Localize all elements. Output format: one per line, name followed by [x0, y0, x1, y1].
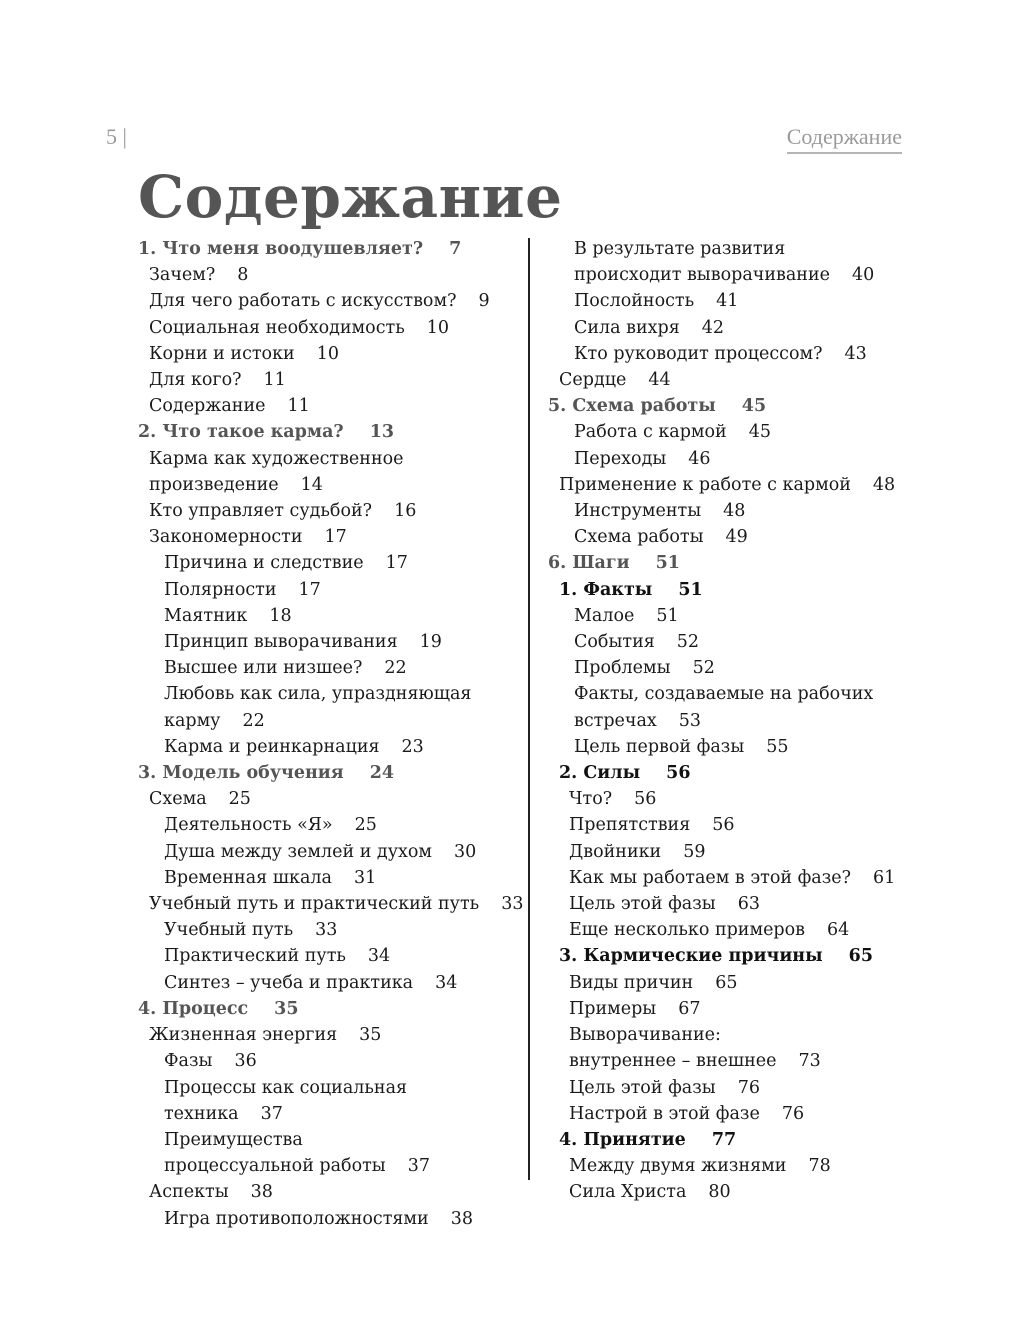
toc-entry-title: Душа между землей и духом	[164, 841, 433, 862]
toc-page-number: 49	[725, 527, 748, 548]
toc-entry-title: Синтез – учеба и практика	[164, 972, 414, 993]
toc-entry-title: Полярности	[164, 579, 277, 600]
toc-entry-title: Применение к работе с кармой	[559, 474, 851, 495]
toc-page-number: 76	[781, 1103, 805, 1124]
toc-page-number: 56	[634, 789, 657, 810]
toc-page-number: 56	[712, 815, 735, 836]
toc-page-number: 17	[385, 553, 408, 574]
toc-entry[interactable]	[138, 524, 528, 550]
toc-page-number: 37	[260, 1103, 283, 1124]
toc-page-number: 52	[676, 632, 700, 653]
toc-entry[interactable]	[548, 629, 938, 655]
toc-entry[interactable]	[138, 446, 528, 498]
toc-page-number: 43	[844, 343, 867, 364]
toc-page-number: 37	[407, 1156, 431, 1177]
toc-entry[interactable]	[548, 970, 938, 996]
toc-page-number: 38	[250, 1182, 273, 1203]
toc-page-number: 48	[723, 501, 746, 522]
toc-page-number: 78	[808, 1156, 831, 1177]
toc-entry[interactable]	[548, 446, 938, 472]
toc-entry-title: Работа с кармой	[574, 422, 727, 443]
toc-entry[interactable]	[138, 1048, 528, 1074]
toc-entry-title: Высшее или низшее?	[164, 658, 363, 679]
toc-page-number: 41	[716, 291, 739, 312]
toc-left-column	[138, 236, 528, 1232]
toc-entry-title: 2. Силы	[559, 763, 641, 784]
toc-page-number: 30	[454, 841, 477, 862]
toc-entry[interactable]	[138, 1206, 528, 1232]
toc-page-number: 18	[269, 605, 292, 626]
toc-entry[interactable]	[138, 891, 528, 917]
toc-entry-title: Преимущества процессуальной работы	[164, 1129, 386, 1177]
toc-page-number: 34	[367, 946, 391, 967]
toc-page-number: 17	[298, 579, 321, 600]
toc-page-number: 56	[666, 763, 691, 784]
toc-entry[interactable]	[138, 734, 528, 760]
toc-entry-title: 4. Процесс	[138, 998, 249, 1019]
toc-page-number: 51	[656, 605, 679, 626]
toc-page-number: 13	[369, 422, 395, 443]
toc-entry-title: Виды причин	[569, 972, 694, 993]
toc-entry-title: Маятник	[164, 605, 248, 626]
page-title: Содержание	[138, 163, 563, 231]
toc-chapter[interactable]	[138, 996, 528, 1022]
toc-entry-title: 1. Факты	[559, 579, 653, 600]
toc-page-number: 59	[683, 841, 706, 862]
toc-entry[interactable]	[138, 812, 528, 838]
toc-entry-title: Карма как художественное произведение	[149, 448, 404, 495]
toc-entry-title: Цель этой фазы	[569, 1077, 716, 1098]
toc-entry-title: 3. Модель обучения	[138, 763, 344, 784]
toc-entry-title: Жизненная энергия	[149, 1025, 338, 1046]
toc-entry-title: Временная шкала	[164, 867, 332, 888]
toc-page-number: 64	[827, 920, 850, 941]
toc-entry[interactable]	[548, 236, 938, 288]
toc-entry-title: Двойники	[569, 841, 662, 862]
toc-entry-title: 2. Что такое карма?	[138, 422, 344, 443]
toc-entry[interactable]	[548, 524, 938, 550]
toc-entry[interactable]	[548, 865, 938, 891]
toc-entry-title: 1. Что меня воодушевляет?	[138, 239, 424, 259]
toc-entry-title: Цель первой фазы	[574, 736, 745, 757]
toc-entry-title: Зачем?	[149, 265, 216, 286]
toc-page-number: 10	[316, 343, 339, 364]
toc-entry-title: Кто руководит процессом?	[574, 343, 823, 364]
toc-entry-title: Деятельность «Я»	[164, 815, 333, 836]
toc-entry[interactable]	[548, 786, 938, 812]
toc-section[interactable]	[548, 577, 938, 603]
toc-entry[interactable]	[548, 812, 938, 838]
toc-page-number: 65	[715, 972, 738, 993]
toc-entry-title: Для чего работать с искусством?	[149, 291, 457, 312]
toc-page-number: 33	[501, 894, 524, 915]
toc-entry[interactable]	[138, 629, 528, 655]
toc-entry-title: Учебный путь и практический путь	[149, 894, 480, 915]
toc-entry[interactable]	[138, 1127, 528, 1179]
toc-page-number: 7	[449, 239, 462, 259]
page-number: 5 |	[106, 124, 127, 149]
toc-entry[interactable]	[548, 472, 938, 498]
toc-right-column	[548, 236, 938, 1206]
toc-page-number: 17	[324, 527, 347, 548]
toc-entry-title: Содержание	[149, 396, 266, 417]
toc-entry[interactable]	[138, 970, 528, 996]
toc-entry[interactable]	[548, 1101, 938, 1127]
column-divider	[528, 238, 530, 1180]
toc-page-number: 8	[237, 265, 249, 286]
running-head: Содержание	[787, 124, 902, 154]
toc-page-number: 24	[369, 763, 395, 784]
toc-page-number: 22	[384, 658, 407, 679]
toc-entry[interactable]	[548, 341, 938, 367]
toc-page-number: 31	[353, 867, 377, 888]
toc-entry[interactable]	[138, 550, 528, 576]
toc-page-number: 52	[692, 658, 715, 679]
toc-entry-title: Факты, создаваемые на рабочих встречах	[574, 684, 874, 731]
toc-page-number: 45	[741, 396, 767, 417]
toc-entry-title: Переходы	[574, 448, 667, 469]
toc-entry[interactable]	[138, 917, 528, 943]
toc-entry-title: Для кого?	[149, 370, 242, 391]
toc-entry-title: Аспекты	[149, 1182, 229, 1203]
toc-entry-title: Причина и следствие	[164, 553, 364, 574]
toc-entry[interactable]	[548, 419, 938, 445]
toc-page-number: 33	[315, 920, 338, 941]
toc-entry[interactable]	[138, 681, 528, 733]
toc-entry-title: Схема работы	[574, 527, 704, 548]
toc-page-number: 36	[234, 1051, 257, 1072]
toc-page-number: 22	[242, 710, 265, 731]
toc-page-number: 48	[872, 474, 896, 495]
toc-page-number: 19	[419, 632, 442, 653]
toc-entry[interactable]	[548, 367, 938, 393]
toc-page-number: 77	[711, 1129, 737, 1150]
toc-page-number: 42	[701, 317, 725, 338]
toc-page-number: 45	[748, 422, 771, 443]
toc-page-number: 80	[708, 1182, 731, 1203]
toc-entry[interactable]	[548, 996, 938, 1022]
toc-page-number: 16	[394, 501, 417, 522]
toc-page-number: 35	[274, 998, 299, 1019]
toc-page-number: 44	[648, 370, 671, 391]
toc-entry-title: Послойность	[574, 291, 695, 312]
toc-entry-title: Препятствия	[569, 815, 691, 836]
toc-entry[interactable]	[138, 1179, 528, 1205]
toc-entry-title: Цель этой фазы	[569, 894, 716, 915]
toc-entry-title: Закономерности	[149, 527, 303, 548]
toc-entry-title: Кто управляет судьбой?	[149, 501, 373, 522]
toc-entry-title: 4. Принятие	[559, 1129, 686, 1150]
toc-entry-title: Что?	[569, 789, 613, 810]
toc-entry-title: Игра противоположностями	[164, 1208, 429, 1229]
toc-page-number: 65	[848, 946, 874, 967]
toc-page-number: 23	[401, 736, 424, 757]
toc-entry[interactable]	[138, 786, 528, 812]
toc-page-number: 11	[287, 396, 310, 417]
toc-entry-title: 3. Кармические причины	[559, 946, 823, 967]
toc-entry-title: Корни и истоки	[149, 343, 295, 364]
toc-entry[interactable]	[548, 1153, 938, 1179]
toc-entry-title: Схема	[149, 789, 207, 810]
toc-page-number: 25	[354, 815, 377, 836]
toc-entry[interactable]	[548, 603, 938, 629]
toc-entry[interactable]	[138, 839, 528, 865]
toc-entry-title: Выворачивание: внутреннее – внешнее	[569, 1025, 777, 1072]
toc-entry[interactable]	[138, 1075, 528, 1127]
toc-chapter[interactable]	[548, 550, 938, 576]
toc-entry[interactable]	[138, 865, 528, 891]
toc-entry-title: Как мы работаем в этой фазе?	[569, 867, 852, 888]
toc-page-number: 14	[300, 474, 323, 495]
toc-entry[interactable]	[138, 288, 528, 314]
toc-page-number: 51	[655, 553, 680, 574]
toc-entry-title: Между двумя жизнями	[569, 1156, 787, 1177]
toc-page-number: 63	[737, 894, 760, 915]
toc-page-number: 11	[263, 370, 286, 391]
toc-entry-title: 5. Схема работы	[548, 396, 716, 417]
toc-page-number: 34	[435, 972, 458, 993]
toc-entry[interactable]	[138, 1022, 528, 1048]
toc-entry-title: Сердце	[559, 370, 627, 391]
toc-section[interactable]	[548, 1127, 938, 1153]
toc-entry[interactable]	[548, 891, 938, 917]
toc-entry[interactable]	[548, 681, 938, 733]
toc-entry[interactable]	[548, 839, 938, 865]
toc-entry[interactable]	[548, 498, 938, 524]
toc-entry-title: Любовь как сила, упраздняющая карму	[164, 684, 472, 731]
toc-page-number: 10	[426, 317, 449, 338]
toc-entry-title: Еще несколько примеров	[569, 920, 806, 941]
toc-chapter[interactable]	[138, 760, 528, 786]
toc-entry-title: Учебный путь	[164, 920, 294, 941]
toc-chapter[interactable]	[548, 393, 938, 419]
toc-entry-title: Инструменты	[574, 501, 702, 522]
toc-entry-title: Процессы как социальная техника	[164, 1077, 408, 1124]
toc-entry-title: Примеры	[569, 998, 657, 1019]
toc-page-number: 76	[737, 1077, 760, 1098]
toc-page-number: 25	[228, 789, 251, 810]
toc-entry-title: В результате развития происходит выворачивание	[574, 239, 830, 286]
toc-entry[interactable]	[548, 655, 938, 681]
toc-page-number: 46	[688, 448, 711, 469]
toc-page-number: 38	[450, 1208, 473, 1229]
toc-entry-title: 6. Шаги	[548, 553, 630, 574]
toc-entry[interactable]	[548, 315, 938, 341]
toc-entry-title: Практический путь	[164, 946, 346, 967]
toc-entry-title: Настрой в этой фазе	[569, 1103, 760, 1124]
toc-entry-title: Карма и реинкарнация	[164, 736, 380, 757]
toc-entry[interactable]	[138, 393, 528, 419]
toc-entry-title: События	[574, 632, 655, 653]
toc-entry[interactable]	[548, 1179, 938, 1205]
toc-chapter[interactable]	[138, 236, 528, 262]
toc-entry[interactable]	[138, 603, 528, 629]
toc-entry[interactable]	[548, 1022, 938, 1074]
toc-entry[interactable]	[138, 498, 528, 524]
toc-entry-title: Фазы	[164, 1051, 213, 1072]
toc-page-number: 53	[678, 710, 702, 731]
toc-entry[interactable]	[548, 917, 938, 943]
toc-entry[interactable]	[138, 577, 528, 603]
toc-entry-title: Социальная необходимость	[149, 317, 405, 338]
toc-page-number: 40	[851, 265, 875, 286]
toc-entry-title: Проблемы	[574, 658, 671, 679]
toc-page-number: 67	[678, 998, 701, 1019]
toc-section[interactable]	[548, 943, 938, 969]
toc-entry-title: Принцип выворачивания	[164, 632, 398, 653]
toc-entry[interactable]	[138, 943, 528, 969]
toc-page-number: 51	[678, 579, 703, 600]
toc-section[interactable]	[548, 760, 938, 786]
toc-entry[interactable]	[548, 734, 938, 760]
toc-entry-title: Сила Христа	[569, 1182, 687, 1203]
toc-entry[interactable]	[138, 367, 528, 393]
toc-entry[interactable]	[548, 288, 938, 314]
toc-entry-title: Сила вихря	[574, 317, 680, 338]
toc-chapter[interactable]	[138, 419, 528, 445]
toc-entry[interactable]	[138, 262, 528, 288]
toc-page-number: 35	[359, 1025, 382, 1046]
toc-page-number: 55	[766, 736, 789, 757]
toc-entry[interactable]	[138, 315, 528, 341]
toc-entry[interactable]	[548, 1075, 938, 1101]
toc-entry[interactable]	[138, 341, 528, 367]
toc-page-number: 9	[478, 291, 490, 312]
toc-entry[interactable]	[138, 655, 528, 681]
toc-page-number: 73	[798, 1051, 821, 1072]
toc-page-number: 61	[873, 867, 896, 888]
toc-entry-title: Малое	[574, 605, 635, 626]
